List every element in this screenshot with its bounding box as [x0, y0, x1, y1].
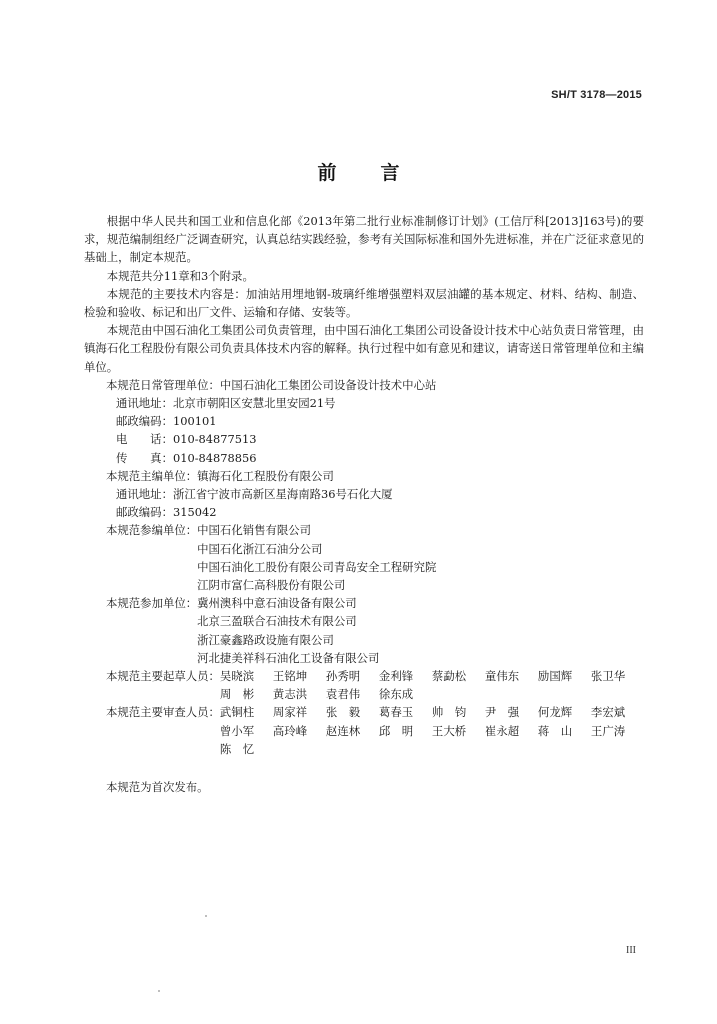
manager-label: 本规范日常管理单位：: [106, 377, 220, 392]
co-participant-unit: 北京三盈联合石油技术有限公司: [197, 614, 357, 629]
drafter-name: 孙秀明: [325, 669, 361, 684]
title-char-2: 言: [380, 162, 400, 184]
scan-speck: [158, 990, 160, 992]
reviewer-name: 葛春玉: [378, 705, 414, 720]
page-title: [0, 158, 717, 185]
manager-address-label: 通讯地址：: [116, 396, 173, 411]
chief-editor-name: 镇海石化工程股份有限公司: [197, 468, 334, 483]
closing-statement: 本规范为首次发布。: [106, 780, 209, 795]
reviewer-name: 邱 明: [378, 723, 414, 738]
manager-fax-value: 010-84878856: [172, 450, 257, 465]
page-number: III: [626, 945, 636, 956]
reviewer-name: 王广涛: [590, 723, 626, 738]
chief-editor-address-value: 浙江省宁波市高新区星海南路36号石化大厦: [172, 487, 393, 502]
reviewer-name: 帅 钧: [431, 705, 467, 720]
co-participants-list: [197, 594, 379, 667]
reviewer-name: 周家祥: [272, 705, 308, 720]
reviewer-name: 张 毅: [325, 705, 361, 720]
chief-editor-label: 本规范主编单位：: [106, 468, 198, 483]
standard-number: SH/T 3178—2015: [551, 89, 642, 101]
reviewer-name: 高玲峰: [272, 723, 308, 738]
paragraph-content: 本规范的主要技术内容是：加油站用埋地钢-玻璃纤维增强塑料双层油罐的基本规定、材料、结构、制造、检验和验收、标记和出厂文件、运输和存储、安装等。: [84, 286, 644, 320]
reviewer-name: 蒋 山: [537, 723, 573, 738]
manager-phone: [84, 430, 644, 448]
drafter-name: 黄志洪: [272, 687, 308, 702]
drafter-name: 蔡勐松: [431, 669, 467, 684]
reviewer-name: 尹 强: [484, 705, 520, 720]
participant-unit: 江阴市富仁高科股份有限公司: [197, 578, 346, 593]
participant-unit: 中国石化销售有限公司: [197, 523, 312, 538]
chief-editor-address: [84, 485, 644, 503]
reviewer-name: 武铜柱: [219, 705, 255, 720]
manager-postcode: [84, 412, 644, 430]
co-participant-unit: 河北捷美祥科石油化工设备有限公司: [197, 650, 380, 665]
reviewer-name: 李宏斌: [590, 705, 626, 720]
participants-label: 本规范参编单位：: [106, 523, 198, 538]
drafter-name: 童伟东: [484, 669, 520, 684]
drafter-name: 徐东成: [378, 687, 414, 702]
participants-list: [197, 521, 436, 594]
foreword-body: [84, 212, 644, 796]
co-participant-unit: 冀州澳科中意石油设备有限公司: [197, 596, 357, 611]
manager-fax-label: 传 真：: [116, 450, 173, 465]
drafter-name: 吴晓滨: [219, 669, 255, 684]
manager-fax: [84, 449, 644, 467]
drafters-list: [220, 667, 643, 703]
reviewer-name: 崔永超: [484, 723, 520, 738]
chief-editor-address-label: 通讯地址：: [116, 487, 173, 502]
chief-editor-postcode-label: 邮政编码：: [116, 505, 173, 520]
participant-unit: 中国石化浙江石油分公司: [197, 541, 323, 556]
manager-unit: [84, 376, 644, 394]
drafters-block: [84, 667, 644, 703]
manager-address-value: 北京市朝阳区安慧北里安园21号: [172, 396, 336, 411]
reviewers-block: [84, 703, 644, 758]
reviewer-name: 曾小军: [219, 723, 255, 738]
paragraph-management: 本规范由中国石油化工集团公司负责管理，由中国石油化工集团公司设备设计技术中心站负责日常管理，由镇海石化工程股份有限公司负责具体技术内容的解释。执行过程中如有意见和建议，请寄送日常管理单位和主编单位。: [84, 323, 644, 374]
co-participants-label: 本规范参加单位：: [106, 596, 198, 611]
participant-unit: 中国石油化工股份有限公司青岛安全工程研究院: [197, 559, 437, 574]
reviewers-list: [220, 703, 643, 758]
reviewer-name: 陈 忆: [219, 741, 255, 756]
co-participant-unit: 浙江豪鑫路政设施有限公司: [197, 632, 334, 647]
reviewer-name: 何龙辉: [537, 705, 573, 720]
manager-postcode-value: 100101: [172, 414, 217, 429]
manager-phone-value: 010-84877513: [172, 432, 257, 447]
drafter-name: 王铭坤: [272, 669, 308, 684]
drafters-label: 本规范主要起草人员：: [106, 669, 220, 684]
drafter-name: 金利锋: [378, 669, 414, 684]
paragraph-basis: 根据中华人民共和国工业和信息化部《2013年第二批行业标准制修订计划》(工信厅科[2013]163号)的要求，规范编制组经广泛调查研究，认真总结实践经验，参考有关国际标准和国外先进标准，并在广泛征求意见的基础上，制定本规范。: [84, 214, 644, 265]
drafter-name: 袁君伟: [325, 687, 361, 702]
manager-postcode-label: 邮政编码：: [116, 414, 173, 429]
participant-units: [84, 521, 644, 594]
manager-phone-label: 电 话：: [116, 432, 173, 447]
chief-editor-unit: [84, 467, 644, 485]
paragraph-structure: 本规范共分11章和3个附录。: [106, 268, 254, 283]
chief-editor-postcode: [84, 503, 644, 521]
reviewer-name: 赵连林: [325, 723, 361, 738]
manager-address: [84, 394, 644, 412]
manager-name: 中国石油化工集团公司设备设计技术中心站: [219, 377, 437, 392]
drafter-name: 张卫华: [590, 669, 626, 684]
drafter-name: 周 彬: [219, 687, 255, 702]
scan-speck: [205, 915, 207, 917]
drafter-name: 励国辉: [537, 669, 573, 684]
co-participant-units: [84, 594, 644, 667]
title-char-1: 前: [317, 162, 337, 184]
reviewer-name: 王大桥: [431, 723, 467, 738]
chief-editor-postcode-value: 315042: [172, 505, 217, 520]
reviewers-label: 本规范主要审查人员：: [106, 705, 220, 720]
